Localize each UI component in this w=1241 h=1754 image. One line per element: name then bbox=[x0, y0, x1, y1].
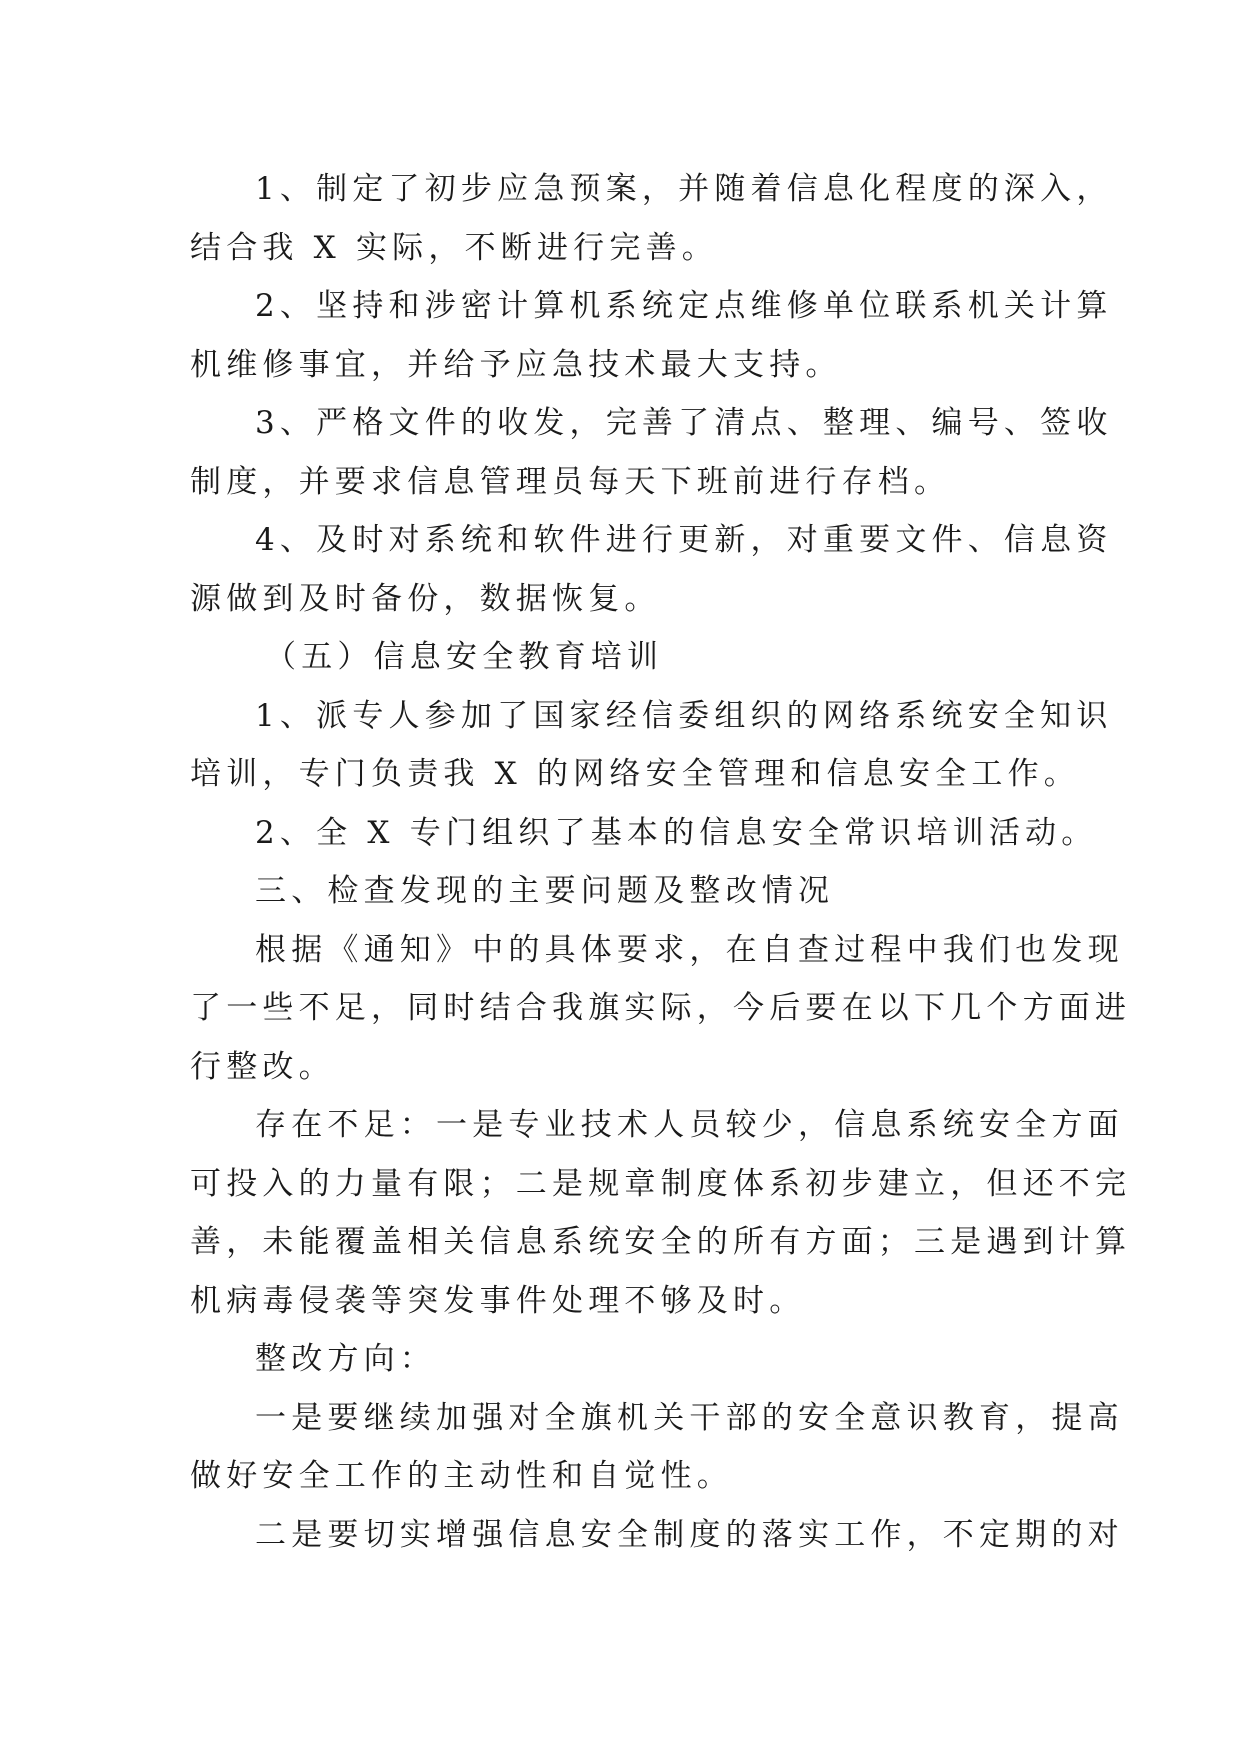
paragraph-line: 了一些不足，同时结合我旗实际，今后要在以下几个方面进 bbox=[190, 990, 1132, 1026]
paragraph-line: 善，未能覆盖相关信息系统安全的所有方面；三是遇到计算 bbox=[190, 1224, 1132, 1260]
paragraph-line: 2、全 X 专门组织了基本的信息安全常识培训活动。 bbox=[255, 814, 1098, 851]
paragraph-line: 源做到及时备份，数据恢复。 bbox=[190, 580, 661, 617]
paragraph-line: 根据《通知》中的具体要求，在自查过程中我们也发现 bbox=[255, 931, 1124, 968]
paragraph-line: 1、制定了初步应急预案，并随着信息化程度的深入， bbox=[255, 171, 1113, 207]
paragraph-line: 机病毒侵袭等突发事件处理不够及时。 bbox=[190, 1282, 806, 1319]
paragraph-line: 结合我 X 实际，不断进行完善。 bbox=[190, 229, 718, 266]
paragraph-line: 一是要继续加强对全旗机关干部的安全意识教育，提高 bbox=[255, 1399, 1124, 1436]
paragraph-line: 4、及时对系统和软件进行更新，对重要文件、信息资 bbox=[255, 522, 1113, 558]
paragraph-line: 1、派专人参加了国家经信委组织的网络系统安全知识 bbox=[255, 697, 1113, 734]
paragraph-line: 二是要切实增强信息安全制度的落实工作，不定期的对 bbox=[255, 1516, 1124, 1553]
paragraph-line: 制度，并要求信息管理员每天下班前进行存档。 bbox=[190, 463, 951, 500]
paragraph-line: 行整改。 bbox=[190, 1048, 335, 1085]
paragraph-line: 可投入的力量有限；二是规章制度体系初步建立，但还不完 bbox=[190, 1165, 1132, 1202]
paragraph-line: 存在不足：一是专业技术人员较少，信息系统安全方面 bbox=[255, 1107, 1124, 1143]
paragraph-line: 机维修事宜，并给予应急技术最大支持。 bbox=[190, 346, 842, 383]
paragraph-line: 培训，专门负责我 X 的网络安全管理和信息安全工作。 bbox=[190, 756, 1080, 792]
paragraph-line: 2、坚持和涉密计算机系统定点维修单位联系机关计算 bbox=[255, 288, 1113, 324]
paragraph-line: 整改方向： bbox=[255, 1341, 436, 1377]
document-body bbox=[190, 160, 1132, 1564]
paragraph-line: 做好安全工作的主动性和自觉性。 bbox=[190, 1458, 733, 1494]
section-heading: 三、检查发现的主要问题及整改情况 bbox=[255, 873, 835, 909]
paragraph-line: 3、严格文件的收发，完善了清点、整理、编号、签收 bbox=[255, 405, 1113, 441]
section-heading: （五）信息安全教育培训 bbox=[265, 639, 664, 675]
